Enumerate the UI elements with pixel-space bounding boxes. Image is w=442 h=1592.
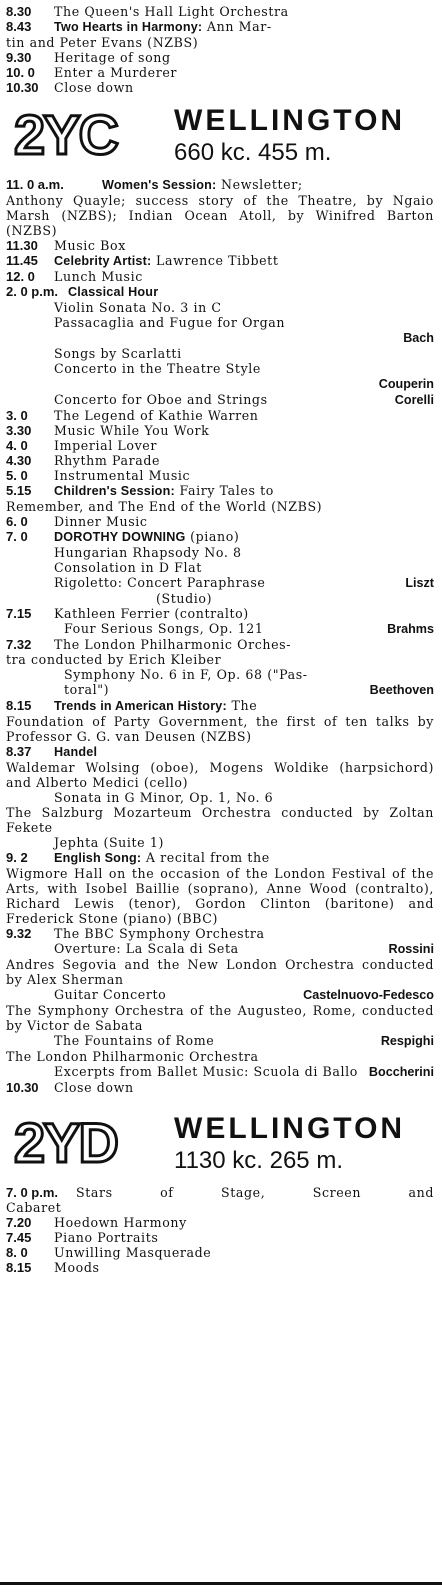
programme-page — [6, 0, 434, 1275]
listing-row: 7.20 Hoedown Harmony — [6, 1215, 187, 1230]
listing-row: 7. 0 p.m. Stars of Stage, Screen and — [6, 1185, 434, 1200]
listing-row: 4. 0 Imperial Lover — [6, 438, 157, 453]
work-line: The Symphony Orchestra of the Augusteo, Rome, conducted by Victor de Sabata — [6, 1003, 434, 1033]
work-line: Concerto for Oboe and Strings Corelli — [54, 392, 434, 407]
listing-row: 8.37 Handel — [6, 744, 98, 759]
work-line: Rigoletto: Concert Paraphrase Liszt — [54, 575, 434, 590]
listing-continuation: tra conducted by Erich Kleiber — [6, 652, 222, 667]
work-line: Sonata in G Minor, Op. 1, No. 6 — [54, 790, 274, 805]
work-line: The Salzburg Mozarteum Orchestra conducted by Zoltan Fekete — [6, 805, 434, 835]
listing-row: 9.32 The BBC Symphony Orchestra — [6, 926, 265, 941]
listing-row: 10.30 Close down — [6, 1080, 134, 1095]
studio-note: (Studio) — [156, 591, 213, 606]
composer-label: Bach — [403, 331, 434, 345]
listing-row: 11.45 Celebrity Artist: Lawrence Tibbett — [6, 253, 279, 268]
previous-station-listings — [6, 4, 434, 95]
listing-row: 7.15 Kathleen Ferrier (contralto) — [6, 606, 249, 621]
listing-row: 11. 0 a.m. Women's Session: Newsletter; — [6, 177, 303, 192]
station-callsign: 2YC — [14, 103, 117, 166]
composer-label: Castelnuovo-Fedesco — [303, 988, 434, 1002]
work-line: toral") Beethoven — [64, 682, 434, 697]
listing-row: 3. 0 The Legend of Kathie Warren — [6, 408, 259, 423]
composer-label: Beethoven — [369, 683, 434, 697]
work-line: Hungarian Rhapsody No. 8 — [54, 545, 242, 560]
listing-continuation: Waldemar Wolsing (oboe), Mogens Woldike (harpsichord) and Alberto Medici (cello) — [6, 760, 434, 790]
station-frequency: 1130 kc. 265 m. — [174, 1147, 343, 1174]
composer-label: Boccherini — [368, 1065, 434, 1079]
listing-continuation: Remember, and The End of the World (NZBS) — [6, 499, 323, 514]
listing-row: 9. 2 English Song: A recital from the — [6, 850, 270, 865]
work-line: Jephta (Suite 1) — [54, 835, 164, 850]
listing-continuation: Wigmore Hall on the occasion of the London Festival of the Arts, with Isobel Baillie (soprano), Anne Wood (contralto), Richard Lewis (tenor), Gordon Clinton (baritone) and Frederick Stone (piano) (BBC) — [6, 866, 434, 926]
station-2yc-listings — [6, 177, 434, 1095]
station-city: WELLINGTON — [174, 1112, 406, 1145]
station-banner-2yd — [6, 1109, 434, 1181]
station-city: WELLINGTON — [174, 104, 406, 137]
listing-row: 2. 0 p.m. Classical Hour — [6, 284, 159, 299]
bottom-rule — [0, 1582, 442, 1585]
work-line: Symphony No. 6 in F, Op. 68 ("Pas- — [64, 667, 308, 682]
listing-row: 6. 0 Dinner Music — [6, 514, 148, 529]
listing-row: 8.15 Moods — [6, 1260, 100, 1275]
work-line: Passacaglia and Fugue for Organ — [54, 315, 286, 330]
listing-continuation: tin and Peter Evans (NZBS) — [6, 35, 199, 50]
work-line: Violin Sonata No. 3 in C — [54, 300, 222, 315]
listing-row: 8.15 Trends in American History: The — [6, 698, 258, 713]
listing-row: 12. 0 Lunch Music — [6, 269, 143, 284]
composer-label: Rossini — [388, 942, 434, 956]
composer-label: Respighi — [380, 1034, 434, 1048]
listing-row: 5.15 Children's Session: Fairy Tales to — [6, 483, 274, 498]
station-2yd-listings — [6, 1185, 434, 1275]
composer-label: Couperin — [378, 377, 434, 391]
work-line: Songs by Scarlatti — [54, 346, 182, 361]
listing-continuation: Foundation of Party Government, the first of ten talks by Professor G. G. van Deusen (NZBS) — [6, 714, 434, 744]
work-line: The London Philharmonic Orchestra — [6, 1049, 259, 1064]
listing-continuation: Cabaret — [6, 1200, 62, 1215]
listing-row: 7.32 The London Philharmonic Orches- — [6, 637, 292, 652]
work-line: Four Serious Songs, Op. 121 Brahms — [64, 621, 434, 636]
station-callsign: 2YD — [14, 1111, 117, 1174]
listing-row: 8.43 Two Hearts in Harmony: Ann Mar- — [6, 19, 272, 34]
listing-row: 4.30 Rhythm Parade — [6, 453, 161, 468]
composer-label: Corelli — [394, 393, 434, 407]
listing-row: 5. 0 Instrumental Music — [6, 468, 191, 483]
work-line: Concerto in the Theatre Style — [54, 361, 261, 376]
work-line: Consolation in D Flat — [54, 560, 202, 575]
station-frequency: 660 kc. 455 m. — [174, 139, 332, 166]
work-line: The Fountains of Rome Respighi — [54, 1033, 434, 1048]
listing-continuation: Anthony Quayle; success story of the Theatre, by Ngaio Marsh (NZBS); Indian Ocean Atoll, by Winifred Barton (NZBS) — [6, 193, 434, 238]
work-line: Guitar Concerto Castelnuovo-Fedesco — [54, 987, 434, 1002]
listing-row: 3.30 Music While You Work — [6, 423, 210, 438]
listing-row: 11.30 Music Box — [6, 238, 126, 253]
listing-row: 8. 0 Unwilling Masquerade — [6, 1245, 212, 1260]
listing-row: 10.30 Close down — [6, 80, 134, 95]
listing-row: 8.30 The Queen's Hall Light Orchestra — [6, 4, 289, 19]
listing-row: 7.45 Piano Portraits — [6, 1230, 159, 1245]
composer-label: Liszt — [405, 576, 434, 590]
composer-label: Brahms — [387, 622, 434, 636]
listing-row: 9.30 Heritage of song — [6, 50, 171, 65]
listing-row: 10. 0 Enter a Murderer — [6, 65, 177, 80]
work-line: Overture: La Scala di Seta Rossini — [54, 941, 434, 956]
work-line: Andres Segovia and the New London Orchestra conducted by Alex Sherman — [6, 957, 434, 987]
work-line: Excerpts from Ballet Music: Scuola di Ballo Boccherini — [54, 1064, 434, 1079]
station-banner-2yc — [6, 101, 434, 173]
listing-row: 7. 0 DOROTHY DOWNING (piano) — [6, 529, 240, 544]
